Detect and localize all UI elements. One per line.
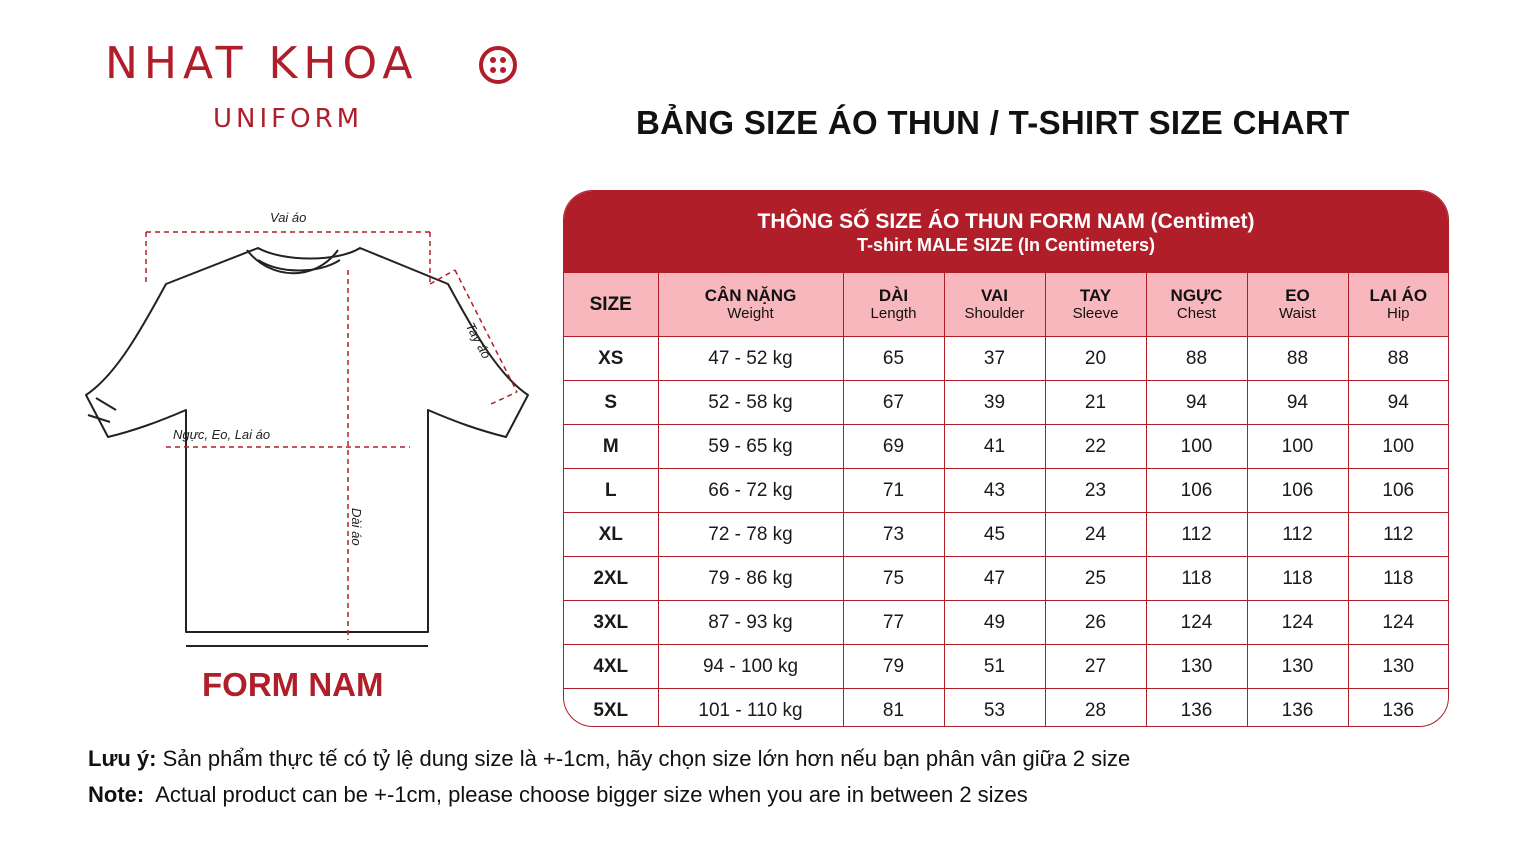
button-icon xyxy=(477,44,519,86)
table-cell: 118 xyxy=(1348,557,1448,601)
table-row xyxy=(564,381,1448,425)
size-cell: 4XL xyxy=(564,645,658,689)
table-row xyxy=(564,337,1448,381)
table-cell: 136 xyxy=(1382,699,1415,721)
table-cell: 112 xyxy=(1247,513,1348,557)
table-cell: 118 xyxy=(1146,557,1247,601)
column-header xyxy=(944,273,1045,337)
size-cell: L xyxy=(564,469,658,513)
table-cell: 94 - 100 kg xyxy=(658,645,843,689)
table-row xyxy=(564,513,1448,557)
table-cell: 37 xyxy=(944,337,1045,381)
table-cell: 106 xyxy=(1247,469,1348,513)
column-header xyxy=(843,273,944,337)
table-cell: 27 xyxy=(1045,645,1146,689)
size-cell: S xyxy=(564,381,658,425)
column-header-vi: EO xyxy=(1285,286,1310,305)
table-cell: 94 xyxy=(1348,381,1448,425)
table-cell: 112 xyxy=(1146,513,1247,557)
column-header-vi: LAI ÁO xyxy=(1369,286,1428,305)
table-cell: 24 xyxy=(1045,513,1146,557)
table-cell: 21 xyxy=(1045,381,1146,425)
table-cell: 73 xyxy=(843,513,944,557)
table-cell: 130 xyxy=(1348,645,1448,689)
size-cell: 3XL xyxy=(564,601,658,645)
table-cell: 67 xyxy=(843,381,944,425)
column-header-en: Chest xyxy=(1176,305,1217,322)
column-header-vi: NGỰC xyxy=(1170,286,1223,305)
table-cell: 66 - 72 kg xyxy=(658,469,843,513)
table-subtitle: T-shirt MALE SIZE (In Centimeters) xyxy=(856,235,1156,255)
table-row xyxy=(564,557,1448,601)
table-cell: 79 xyxy=(843,645,944,689)
table-cell: 22 xyxy=(1045,425,1146,469)
table-cell: 106 xyxy=(1348,469,1448,513)
table-cell: 94 xyxy=(1247,381,1348,425)
table-cell: 118 xyxy=(1247,557,1348,601)
table-cell: 101 - 110 kg xyxy=(658,689,843,728)
column-header xyxy=(1247,273,1348,337)
table-cell: 52 - 58 kg xyxy=(658,381,843,425)
table-cell: 20 xyxy=(1045,337,1146,381)
table-cell: 77 xyxy=(843,601,944,645)
table-cell: 49 xyxy=(944,601,1045,645)
table-cell: 124 xyxy=(1348,601,1448,645)
note-english xyxy=(88,782,1028,808)
table-cell: 47 xyxy=(944,557,1045,601)
table-cell: 106 xyxy=(1146,469,1247,513)
tshirt-diagram xyxy=(80,200,530,660)
table-cell: 124 xyxy=(1146,601,1247,645)
note-en-label: Note: xyxy=(88,782,145,807)
table-row xyxy=(564,601,1448,645)
table-cell: 43 xyxy=(944,469,1045,513)
table-cell: 79 - 86 kg xyxy=(658,557,843,601)
table-cell: 88 xyxy=(1247,337,1348,381)
column-header-en: Length xyxy=(870,305,917,322)
table-cell: 41 xyxy=(944,425,1045,469)
size-cell: XS xyxy=(564,337,658,381)
table-cell: 51 xyxy=(944,645,1045,689)
table-title: THÔNG SỐ SIZE ÁO THUN FORM NAM (Centimet) xyxy=(757,210,1255,233)
column-header xyxy=(658,273,843,337)
table-cell: 28 xyxy=(1045,689,1146,728)
note-vietnamese xyxy=(88,746,1130,772)
column-header xyxy=(1348,273,1448,337)
table-cell: 88 xyxy=(1146,337,1247,381)
table-cell: 72 - 78 kg xyxy=(658,513,843,557)
note-vi-label: Lưu ý: xyxy=(88,746,157,771)
table-cell: 47 - 52 kg xyxy=(658,337,843,381)
size-cell: M xyxy=(564,425,658,469)
table-cell: 88 xyxy=(1348,337,1448,381)
column-header-vi: DÀI xyxy=(878,286,909,305)
table-cell: 23 xyxy=(1045,469,1146,513)
table-cell: 69 xyxy=(843,425,944,469)
column-header xyxy=(1045,273,1146,337)
table-row xyxy=(564,645,1448,689)
logo-wordmark: NHAT KHOA xyxy=(105,38,419,89)
sleeve-label: Tay áo xyxy=(462,320,495,362)
column-header-vi: CÂN NẶNG xyxy=(704,286,797,305)
shoulder-label: Vai áo xyxy=(270,210,307,225)
table-cell: 75 xyxy=(843,557,944,601)
column-header-en: Weight xyxy=(727,305,774,322)
table-cell: 45 xyxy=(944,513,1045,557)
table-cell: 39 xyxy=(944,381,1045,425)
column-header xyxy=(1146,273,1247,337)
column-header-en: Shoulder xyxy=(964,305,1025,322)
table-header xyxy=(564,191,1448,273)
column-header-en: Waist xyxy=(1279,305,1316,322)
column-header-row xyxy=(564,273,1448,337)
table-cell: 100 xyxy=(1146,425,1247,469)
table-cell: 53 xyxy=(944,689,1045,728)
column-header-en: Hip xyxy=(1386,305,1410,322)
table-cell: 100 xyxy=(1348,425,1448,469)
length-label: Dài áo xyxy=(349,508,364,546)
size-cell: 2XL xyxy=(564,557,658,601)
table-cell: 71 xyxy=(843,469,944,513)
table-cell: 124 xyxy=(1247,601,1348,645)
table-cell: 136 xyxy=(1146,689,1247,728)
table-row xyxy=(564,689,1448,728)
table-cell: 130 xyxy=(1146,645,1247,689)
table-cell: 65 xyxy=(843,337,944,381)
table-cell: 94 xyxy=(1146,381,1247,425)
note-en-text: Actual product can be +-1cm, please choose bigger size when you are in between 2 sizes xyxy=(144,782,1028,807)
column-header-en: Sleeve xyxy=(1072,305,1119,322)
chest-waist-hip-label: Ngực, Eo, Lai áo xyxy=(173,427,271,442)
logo-subtitle: UNIFORM xyxy=(213,104,364,134)
size-cell: 5XL xyxy=(564,689,658,728)
form-label: FORM NAM xyxy=(202,666,384,703)
table-cell: 112 xyxy=(1348,513,1448,557)
note-vi-text: Sản phẩm thực tế có tỷ lệ dung size là +-1cm, hãy chọn size lớn hơn nếu bạn phân vân giữa 2 size xyxy=(156,746,1131,771)
column-header-vi: TAY xyxy=(1079,286,1112,305)
tshirt-outline-icon xyxy=(80,200,530,660)
table-cell: 26 xyxy=(1045,601,1146,645)
column-header xyxy=(564,273,658,337)
table-cell: 100 xyxy=(1247,425,1348,469)
table-cell: 87 - 93 kg xyxy=(658,601,843,645)
size-table-card xyxy=(563,190,1449,727)
size-table xyxy=(564,273,1448,727)
table-cell: 25 xyxy=(1045,557,1146,601)
size-cell: XL xyxy=(564,513,658,557)
column-header-vi: VAI xyxy=(980,286,1009,305)
table-cell: 136 xyxy=(1247,689,1348,728)
table-cell: 130 xyxy=(1247,645,1348,689)
column-header-vi: SIZE xyxy=(589,294,632,315)
page-title: BẢNG SIZE ÁO THUN / T-SHIRT SIZE CHART xyxy=(636,104,1350,141)
table-row xyxy=(564,469,1448,513)
table-cell: 59 - 65 kg xyxy=(658,425,843,469)
table-cell: 81 xyxy=(843,689,944,728)
table-row xyxy=(564,425,1448,469)
